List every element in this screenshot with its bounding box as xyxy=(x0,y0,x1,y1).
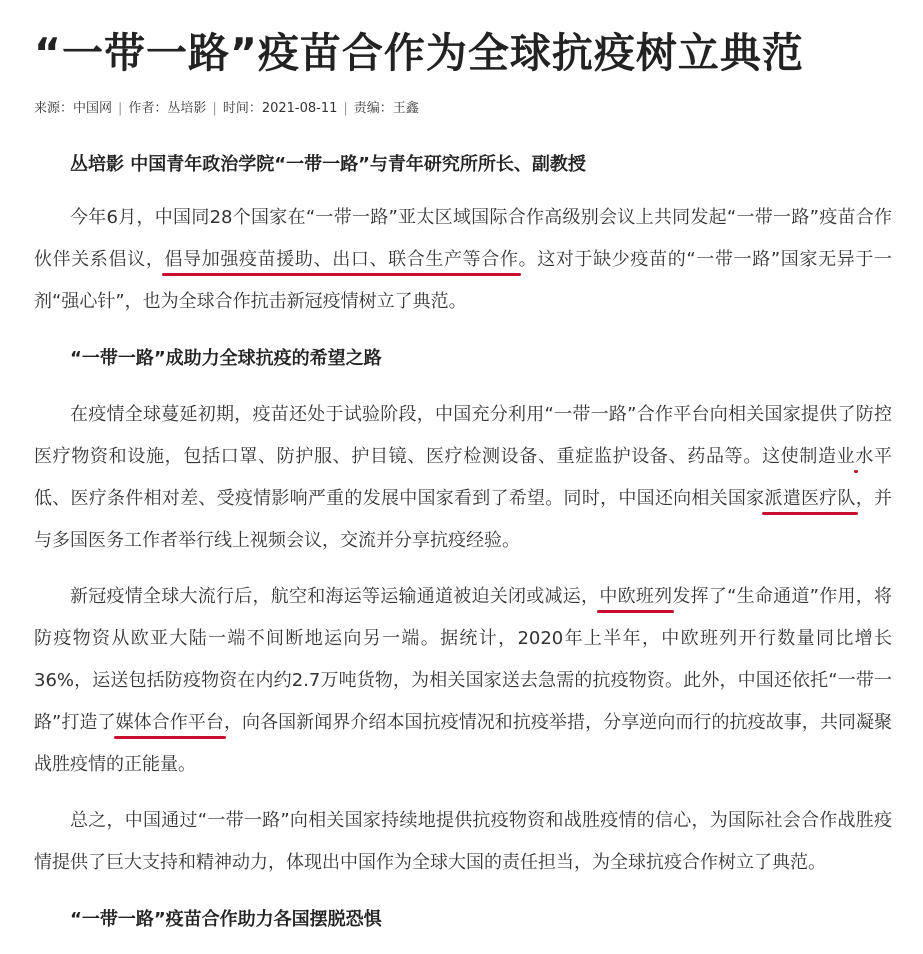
underlined-phrase: 中欧班列 xyxy=(599,586,673,607)
paragraph-text: 今年6月，中国同28个国家在“一带一路”亚太区域国际合作高级别会议上共同发起“一带一路”疫苗合作伙伴关系倡议， xyxy=(34,207,892,270)
paragraph-text: ，包括口罩、防护服、护目镜、医疗检测设备、重症监护设备、药品等。这使制造业水平低、医疗条件相对差、受疫情影响严重的发展中国家看到了希望。同时，中国还向相关国家 xyxy=(34,446,893,509)
paragraph-2 xyxy=(34,394,892,562)
article xyxy=(34,0,892,941)
article-title: “一带一路”疫苗合作为全球抗疫树立典范 xyxy=(34,29,804,77)
author-line: 丛培影 中国青年政治学院“一带一路”与青年研究所所长、副教授 xyxy=(70,154,586,175)
paragraph-text: ，并与多国医务工作者举行线上视频会议，交流并分享抗疫经验。 xyxy=(34,488,893,551)
underlined-phrase: 防控医疗物资和设施 xyxy=(34,404,893,467)
meta-separator: | xyxy=(118,101,123,116)
paragraph-text: ，向各国新闻界介绍本国抗疫情况和抗疫举措，分享逆向而行的抗疫故事，共同凝聚战胜疫情的正能量。 xyxy=(34,712,892,775)
underlined-phrase: 倡导加强疫苗援助、出口、联合生产等合作 xyxy=(164,249,519,270)
section-heading-2: “一带一路”疫苗合作助力各国摆脱恐惧 xyxy=(70,909,382,930)
meta-time: 时间：2021-08-11 xyxy=(222,101,338,116)
paragraph-text: 在疫情全球蔓延初期，疫苗还处于试验阶段，中国充分利用“一带一路”合作平台向相关国家提供了 xyxy=(70,404,856,425)
meta-separator: | xyxy=(343,101,348,116)
article-meta xyxy=(34,100,892,118)
paragraph-text: 新冠疫情全球大流行后，航空和海运等运输通道被迫关闭或减运， xyxy=(70,586,600,607)
paragraph-1 xyxy=(34,197,892,323)
underlined-phrase: 媒体合作平台 xyxy=(115,712,224,733)
meta-author: 作者：丛培影 xyxy=(128,101,207,116)
paragraph-text: 。这对于缺少疫苗的“一带一路”国家无异于一剂“强心针”，也为全球合作抗击新冠疫情树立了典范。 xyxy=(34,249,893,312)
meta-source: 来源：中国网 xyxy=(34,101,113,116)
meta-separator: | xyxy=(212,101,217,116)
meta-editor: 责编：王鑫 xyxy=(353,101,419,116)
paragraph-4: 总之，中国通过“一带一路”向相关国家持续地提供抗疫物资和战胜疫情的信心，为国际社会合作战胜疫情提供了巨大支持和精神动力，体现出中国作为全球大国的责任担当，为全球抗疫合作树立了典范。 xyxy=(34,810,892,873)
section-heading-1: “一带一路”成助力全球抗疫的希望之路 xyxy=(70,348,382,369)
underlined-phrase: 派遣医疗队 xyxy=(764,488,856,509)
paragraph-text: 发挥了“生命通道”作用，将防疫物资从欧亚大陆一端不间断地运向另一端。据统计，2020年上半年，中欧班列开行数量同比增长36%，运送包括防疫物资在内约2.7万吨货物，为相关国家送去急需的抗疫物资。此外，中国还依托“一带一路”打造了 xyxy=(34,586,893,733)
paragraph-3 xyxy=(34,576,892,786)
